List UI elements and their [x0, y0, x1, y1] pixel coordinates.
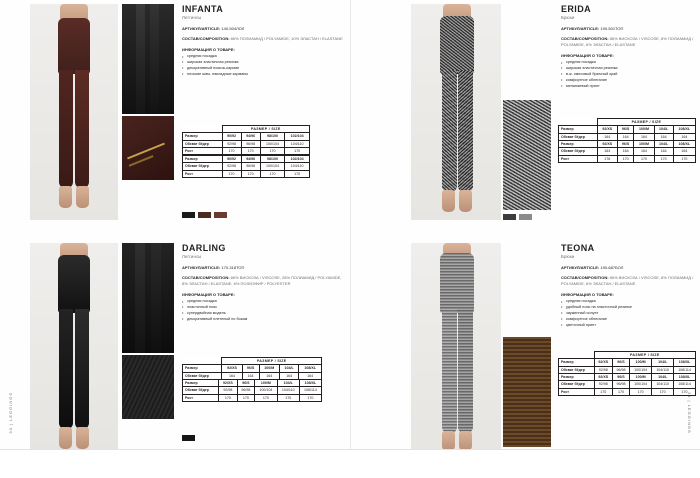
- cell: 108/XL: [673, 141, 695, 148]
- cell: 170: [634, 155, 654, 162]
- cell: 108/XL: [299, 380, 321, 387]
- cell: 164: [617, 148, 634, 155]
- article-value: 140-504ЛОЛ: [221, 26, 245, 31]
- row-label-waist: Обхват бёдер: [183, 163, 223, 170]
- cell: 100/104: [260, 140, 285, 147]
- row-label-height: Рост: [559, 388, 595, 395]
- list-item: • широкая эластичная резинка: [561, 66, 696, 72]
- list-item: • средняя посадка: [561, 299, 696, 305]
- row-label-size: Размер: [183, 380, 219, 387]
- cell: 164: [634, 148, 654, 155]
- cell: 170: [241, 170, 260, 177]
- cell: 90/92: [222, 133, 241, 140]
- cell: 108/114: [299, 387, 321, 394]
- cell: 164: [654, 133, 673, 140]
- table-row: [559, 388, 696, 395]
- model-figure: [411, 4, 501, 220]
- table-row: [183, 387, 322, 394]
- list-item: • цветочный принт: [561, 323, 696, 329]
- cell: 100/104: [630, 381, 652, 388]
- list-item: • эластичный пояс: [182, 305, 347, 311]
- cell: 164: [673, 148, 695, 155]
- article-label: АРТИКУЛ/ARTICLE:: [182, 265, 221, 270]
- detail-photo-infanta-pocket: [122, 116, 174, 180]
- cell: 96/98: [241, 163, 260, 170]
- size-table-infanta-2: [182, 155, 310, 178]
- table-row: [183, 147, 310, 154]
- cell: 100/104: [255, 387, 278, 394]
- article-label: АРТИКУЛ/ARTICLE:: [561, 26, 600, 31]
- cell: 102/104: [285, 156, 310, 163]
- product-card-erida: [351, 0, 700, 239]
- product-subtitle: Брюки: [561, 15, 575, 20]
- list-item: • супердвойная модель: [182, 311, 347, 317]
- row-label-height: Рост: [183, 170, 223, 177]
- cell: 104/110: [285, 140, 310, 147]
- list-item: • удобный пояс на эластичной резинке: [561, 305, 696, 311]
- table-row: [559, 155, 696, 162]
- feature-list: [561, 299, 696, 328]
- color-chip[interactable]: [519, 214, 532, 220]
- cell: 96/S: [242, 365, 259, 372]
- color-swatches-erida: [503, 214, 532, 220]
- list-item: • комфортное облегание: [561, 317, 696, 323]
- cell: 92/98: [594, 381, 612, 388]
- list-item: • в.ж. смесовый брючный край: [561, 72, 696, 78]
- cell: 104/L: [654, 126, 673, 133]
- model-photo-darling: [30, 243, 118, 459]
- composition-value: 86% ВИСКОЗА / VISCOSE, 28% ПОЛИАМИД / POLYAMIDE, 8% ЭЛАСТАН / ELASTANE, 6% ПОЛИЭФИР / POLYESTER: [182, 275, 342, 286]
- list-item: • декоративный поясок-карман: [182, 66, 347, 72]
- row-label-waist: Обхват бёдер: [559, 366, 595, 373]
- article-line: [561, 26, 696, 32]
- cell: 96/98: [612, 366, 629, 373]
- footer-band: [0, 450, 700, 478]
- cell: 104/L: [277, 380, 299, 387]
- article-line: [182, 26, 347, 32]
- cell: 164: [597, 148, 617, 155]
- cell: 108/XL: [674, 359, 696, 366]
- table-row: [559, 141, 696, 148]
- composition-label: СОСТАВ/COMPOSITION:: [182, 275, 230, 280]
- detail-photo-teona-fabric: [503, 337, 551, 447]
- composition-label: СОСТАВ/COMPOSITION:: [561, 275, 609, 280]
- article-line: [182, 265, 347, 271]
- row-label-waist: Обхват бёдер: [559, 381, 595, 388]
- list-item: • меланжевый принт: [561, 84, 696, 90]
- cell: 170: [255, 394, 278, 401]
- cell: 92/98: [222, 140, 241, 147]
- cell: 96/S: [617, 126, 634, 133]
- cell: 100/M: [630, 359, 652, 366]
- row-label-waist: Обхват бёдер: [183, 140, 223, 147]
- cell: 170: [594, 388, 612, 395]
- table-row: [183, 133, 310, 140]
- page-right: [350, 0, 700, 478]
- cell: 92/98: [219, 387, 238, 394]
- model-figure: [411, 243, 501, 459]
- table-row: [183, 156, 310, 163]
- garment-photo-infanta-black: [122, 4, 174, 114]
- cell: 96/S: [617, 141, 634, 148]
- row-label-size: Размер: [183, 133, 223, 140]
- cell: 100/104: [630, 366, 652, 373]
- cell: 170: [285, 147, 310, 154]
- cell: 96/S: [612, 359, 629, 366]
- cell: 164: [299, 372, 322, 379]
- cell: 170: [237, 394, 255, 401]
- table-row: [183, 140, 310, 147]
- row-label-size: Размер: [559, 359, 595, 366]
- table-row: [183, 358, 322, 365]
- table-row: [183, 126, 310, 133]
- detail-photo-erida-fabric: [503, 100, 551, 210]
- cell: 92/XS: [594, 359, 612, 366]
- table-row: [183, 163, 310, 170]
- cell: 92/XS: [222, 365, 242, 372]
- cell: 170: [630, 388, 652, 395]
- cell: 102/104: [285, 133, 310, 140]
- garment-photo-darling-black: [122, 243, 174, 353]
- table-row: [559, 359, 696, 366]
- cell: 108/XL: [674, 374, 696, 381]
- product-subtitle: Брюки: [561, 254, 575, 259]
- table-row: [559, 352, 696, 359]
- cell: 92/98: [594, 366, 612, 373]
- cell: 164: [597, 133, 617, 140]
- table-row: [559, 381, 696, 388]
- product-info-teona: [561, 243, 696, 328]
- product-card-teona: [351, 239, 700, 478]
- size-table-teona: [558, 351, 696, 374]
- cell: 92/XS: [594, 374, 612, 381]
- info-label: ИНФОРМАЦИЯ О ТОВАРЕ:: [561, 292, 614, 297]
- row-label-height: Рост: [559, 155, 598, 162]
- composition-line: [561, 36, 696, 48]
- cell: 92/XS: [219, 380, 238, 387]
- table-header: РАЗМЕР / SIZE: [597, 119, 695, 126]
- product-title: TEONA: [561, 243, 595, 253]
- cell: 100/M: [255, 380, 278, 387]
- composition-value: 86% ПОЛИАМИД / POLYAMIDE, 10% ЭЛАСТАН / ELASTANE: [230, 36, 343, 41]
- list-item: • средняя посадка: [182, 299, 347, 305]
- cell: 104/110: [652, 381, 674, 388]
- product-title: DARLING: [182, 243, 226, 253]
- table-row: [183, 170, 310, 177]
- table-header: РАЗМЕР / SIZE: [222, 126, 310, 133]
- row-label-size: Размер: [183, 156, 223, 163]
- cell: 94/96: [241, 156, 260, 163]
- composition-value: 86% ВИСКОЗА / VISCOSE, 8% ПОЛИАМИД / POLYAMIDE, 6% ЭЛАСТАН / ELASTANE: [561, 275, 694, 286]
- composition-line: [182, 275, 347, 287]
- product-info-darling: [182, 243, 347, 323]
- composition-line: [182, 36, 347, 42]
- cell: 104/110: [277, 387, 299, 394]
- cell: 104/L: [279, 365, 298, 372]
- size-table-darling: [182, 357, 322, 380]
- feature-list: [182, 299, 347, 323]
- cell: 170: [674, 388, 696, 395]
- feature-list: [561, 60, 696, 89]
- list-item: • широкая эластичная резинка: [182, 60, 347, 66]
- cell: 170: [260, 147, 285, 154]
- composition-label: СОСТАВ/COMPOSITION:: [561, 36, 609, 41]
- cell: 164: [634, 133, 654, 140]
- table-row: [559, 374, 696, 381]
- cell: 170: [222, 147, 241, 154]
- article-value: 170-318ТОП: [221, 265, 245, 270]
- product-subtitle: Леггинсы: [182, 15, 202, 20]
- cell: 104/110: [652, 366, 674, 373]
- cell: 170: [241, 147, 260, 154]
- list-item: • средняя посадка: [182, 54, 347, 60]
- cell: 104/L: [652, 374, 674, 381]
- cell: 100/104: [260, 163, 285, 170]
- cell: 96/98: [237, 387, 255, 394]
- list-item: • комфортное облегание: [561, 78, 696, 84]
- info-label: ИНФОРМАЦИЯ О ТОВАРЕ:: [182, 47, 235, 52]
- row-label-waist: Обхват бёдер: [559, 133, 598, 140]
- row-label-waist: Обхват бёдер: [559, 148, 598, 155]
- folio-right: 31 | LEGGINGS: [687, 392, 692, 434]
- table-header: РАЗМЕР / SIZE: [594, 352, 695, 359]
- cell: 98/100: [260, 133, 285, 140]
- row-label-size: Размер: [559, 374, 595, 381]
- model-figure: [30, 4, 118, 220]
- article-value: 190-687БОЛ: [600, 265, 624, 270]
- row-label-waist: Обхват бёдер: [183, 372, 222, 379]
- cell: 100/M: [634, 126, 654, 133]
- product-card-infanta: [0, 0, 350, 239]
- table-row: [559, 148, 696, 155]
- cell: 100/M: [630, 374, 652, 381]
- color-chip[interactable]: [214, 212, 227, 218]
- composition-label: СОСТАВ/COMPOSITION:: [182, 36, 230, 41]
- article-label: АРТИКУЛ/ARTICLE:: [182, 26, 221, 31]
- list-item: • декоративный плетеный по бокам: [182, 317, 347, 323]
- table-header: РАЗМЕР / SIZE: [222, 358, 322, 365]
- composition-line: [561, 275, 696, 287]
- model-photo-teona: [411, 243, 501, 459]
- row-label-waist: Обхват бёдер: [183, 387, 219, 394]
- color-swatches-darling: [182, 435, 195, 441]
- info-label: ИНФОРМАЦИЯ О ТОВАРЕ:: [561, 53, 614, 58]
- cell: 170: [285, 170, 310, 177]
- product-info-infanta: [182, 4, 347, 78]
- table-row: [183, 365, 322, 372]
- size-table-darling-2: [182, 379, 322, 402]
- table-row: [183, 380, 322, 387]
- article-label: АРТИКУЛ/ARTICLE:: [561, 265, 600, 270]
- cell: 164: [617, 133, 634, 140]
- cell: 96/98: [241, 140, 260, 147]
- model-figure: [30, 243, 118, 459]
- folio-left: 30 | LEGGINGS: [8, 392, 13, 434]
- cell: 98/100: [260, 156, 285, 163]
- color-chip[interactable]: [503, 214, 516, 220]
- cell: 108/114: [674, 366, 696, 373]
- cell: 170: [222, 170, 241, 177]
- cell: 100/M: [634, 141, 654, 148]
- cell: 164: [222, 372, 242, 379]
- table-row: [559, 119, 696, 126]
- info-label: ИНФОРМАЦИЯ О ТОВАРЕ:: [182, 292, 235, 297]
- cell: 176: [597, 155, 617, 162]
- product-subtitle: Леггинсы: [182, 254, 202, 259]
- size-table-erida: [558, 118, 696, 141]
- size-table-erida-2: [558, 140, 696, 163]
- article-line: [561, 265, 696, 271]
- row-label-size: Размер: [183, 365, 222, 372]
- cell: 108/114: [674, 381, 696, 388]
- cell: 170: [617, 155, 634, 162]
- product-info-erida: [561, 4, 696, 89]
- row-label-height: Рост: [183, 394, 219, 401]
- cell: 170: [260, 170, 285, 177]
- cell: 164: [673, 133, 695, 140]
- row-label-size: Размер: [559, 141, 598, 148]
- detail-photo-darling-texture: [122, 355, 174, 419]
- cell: 96/S: [237, 380, 255, 387]
- list-item: • зауженный силуэт: [561, 311, 696, 317]
- cell: 104/110: [285, 163, 310, 170]
- cell: 92/98: [222, 163, 241, 170]
- cell: 170: [612, 388, 629, 395]
- product-card-darling: [0, 239, 350, 478]
- cell: 164: [259, 372, 279, 379]
- cell: 164: [279, 372, 298, 379]
- list-item: • плоские швы, накладные карманы: [182, 72, 347, 78]
- cell: 164: [654, 148, 673, 155]
- cell: 90/92: [222, 156, 241, 163]
- feature-list: [182, 54, 347, 78]
- cell: 96/S: [612, 374, 629, 381]
- composition-value: 86% ВИСКОЗА / VISCOSE, 8% ПОЛИАМИД / POLYAMIDE, 6% ЭЛАСТАН / ELASTANE: [561, 36, 694, 47]
- article-value: 190-501ТОП: [600, 26, 624, 31]
- cell: 170: [299, 394, 321, 401]
- product-title: INFANTA: [182, 4, 224, 14]
- color-chip[interactable]: [182, 435, 195, 441]
- cell: 170: [652, 388, 674, 395]
- product-title: ERIDA: [561, 4, 592, 14]
- cell: 96/98: [612, 381, 629, 388]
- cell: 92/XS: [597, 126, 617, 133]
- color-swatches-infanta: [182, 212, 227, 218]
- cell: 92/XS: [597, 141, 617, 148]
- table-row: [183, 394, 322, 401]
- cell: 164: [242, 372, 259, 379]
- model-photo-erida: [411, 4, 501, 220]
- page-fold: [350, 0, 351, 478]
- color-chip[interactable]: [182, 212, 195, 218]
- row-label-size: Размер: [559, 126, 598, 133]
- table-row: [559, 126, 696, 133]
- cell: 100/M: [259, 365, 279, 372]
- model-photo-infanta: [30, 4, 118, 220]
- cell: 104/L: [654, 141, 673, 148]
- cell: 104/L: [652, 359, 674, 366]
- cell: 108/XL: [673, 126, 695, 133]
- size-table-teona-2: [558, 373, 696, 396]
- cell: 170: [673, 155, 695, 162]
- row-label-height: Рост: [183, 147, 223, 154]
- color-chip[interactable]: [198, 212, 211, 218]
- cell: 170: [277, 394, 299, 401]
- cell: 94/96: [241, 133, 260, 140]
- cell: 170: [654, 155, 673, 162]
- cell: 170: [219, 394, 238, 401]
- size-table-infanta: [182, 125, 310, 155]
- cell: 108/XL: [299, 365, 322, 372]
- list-item: • средняя посадка: [561, 60, 696, 66]
